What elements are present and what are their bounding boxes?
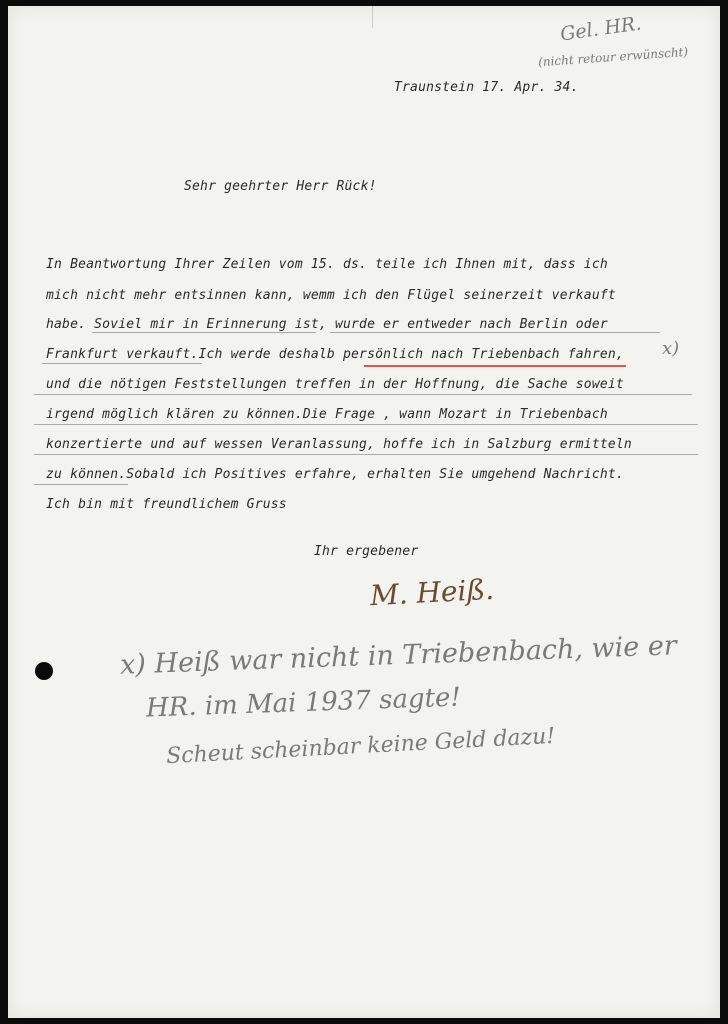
body-line-4: Frankfurt verkauft.Ich werde deshalb persönlich nach Triebenbach fahren, — [46, 347, 624, 362]
body-line-7: konzertierte und auf wessen Veranlassung, hoffe ich in Salzburg ermitteln — [46, 437, 632, 452]
red-underline-persoenlich — [364, 365, 626, 367]
pencil-note-line-2: HR. im Mai 1937 sagte! — [145, 682, 462, 724]
body-line-1: In Beantwortung Ihrer Zeilen vom 15. ds. teile ich Ihnen mit, dass ich — [46, 257, 608, 272]
letter-page — [8, 6, 720, 1018]
place-date: Traunstein 17. Apr. 34. — [394, 80, 579, 95]
body-line-9: Ich bin mit freundlichem Gruss — [46, 497, 287, 512]
body-line-6: irgend möglich klären zu können.Die Frage , wann Mozart in Triebenbach — [46, 407, 608, 422]
underline-zu-koennen — [34, 484, 128, 485]
body-line-5: und die nötigen Feststellungen treffen in der Hoffnung, die Sache soweit — [46, 377, 624, 392]
pencil-note-line-1: x) Heiß war nicht in Triebenbach, wie er — [119, 630, 678, 681]
annotation-top-right-2: (nicht retour erwünscht) — [537, 44, 689, 70]
underline-irgend — [34, 424, 698, 425]
underline-konzertierte — [34, 454, 698, 455]
underline-wurde — [330, 332, 660, 333]
underline-soviel — [92, 332, 316, 333]
paper-crease — [372, 6, 373, 28]
salutation: Sehr geehrter Herr Rück! — [184, 179, 377, 194]
punch-hole — [35, 662, 53, 680]
signature: M. Heiß. — [369, 572, 495, 613]
margin-marker-x: x) — [662, 338, 680, 359]
body-line-3: habe. Soviel mir in Erinnerung ist, wurde er entweder nach Berlin oder — [46, 317, 608, 332]
body-line-2: mich nicht mehr entsinnen kann, wemm ich den Flügel seinerzeit verkauft — [46, 288, 616, 303]
annotation-top-right-1: Gel. HR. — [558, 12, 643, 46]
closing: Ihr ergebener — [314, 544, 419, 559]
underline-feststellungen — [34, 394, 692, 395]
pencil-note-line-3: Scheut scheinbar keine Geld dazu! — [165, 723, 556, 770]
underline-frankfurt — [42, 363, 202, 364]
body-line-8: zu können.Sobald ich Positives erfahre, erhalten Sie umgehend Nachricht. — [46, 467, 624, 482]
